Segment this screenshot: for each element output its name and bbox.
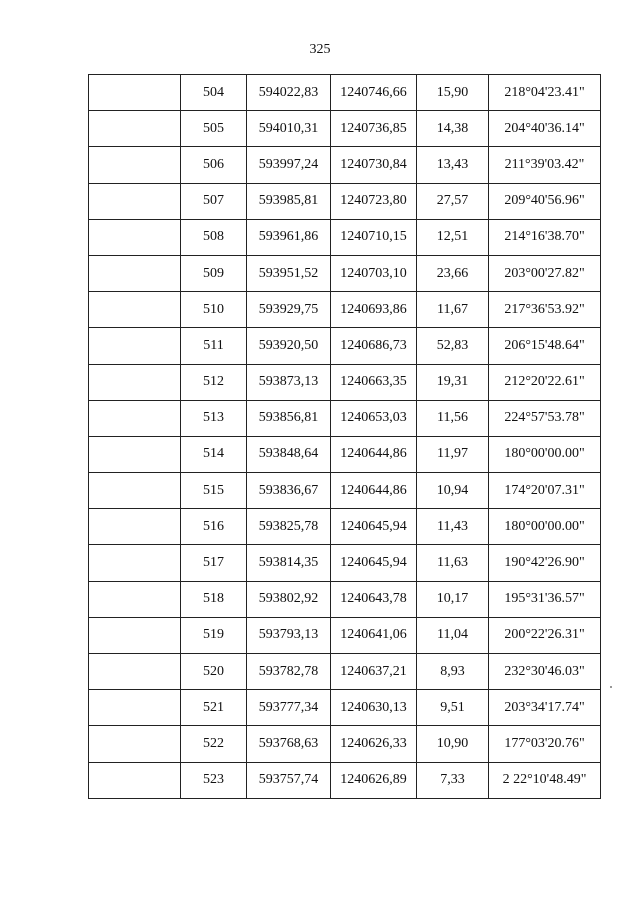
empty-cell: [89, 75, 181, 111]
y-coordinate-cell: 1240630,13: [331, 690, 417, 726]
x-coordinate-cell: 593768,63: [247, 726, 331, 762]
y-coordinate-cell: 1240641,06: [331, 617, 417, 653]
y-coordinate-cell: 1240643,78: [331, 581, 417, 617]
table-row: [89, 509, 601, 545]
distance-cell: 12,51: [417, 219, 489, 255]
table-row: [89, 400, 601, 436]
x-coordinate-cell: 593920,50: [247, 328, 331, 364]
table-row: [89, 762, 601, 798]
x-coordinate-cell: 594010,31: [247, 111, 331, 147]
x-coordinate-cell: 593873,13: [247, 364, 331, 400]
point-number-cell: 506: [181, 147, 247, 183]
point-number-cell: 516: [181, 509, 247, 545]
y-coordinate-cell: 1240644,86: [331, 436, 417, 472]
bearing-angle-cell: 224°57'53.78": [489, 400, 601, 436]
y-coordinate-cell: 1240626,33: [331, 726, 417, 762]
point-number-cell: 513: [181, 400, 247, 436]
x-coordinate-cell: 593997,24: [247, 147, 331, 183]
x-coordinate-cell: 593951,52: [247, 255, 331, 291]
y-coordinate-cell: 1240693,86: [331, 292, 417, 328]
point-number-cell: 508: [181, 219, 247, 255]
empty-cell: [89, 147, 181, 183]
x-coordinate-cell: 593782,78: [247, 654, 331, 690]
bearing-angle-cell: 2 22°10'48.49": [489, 762, 601, 798]
bearing-angle-cell: 190°42'26.90": [489, 545, 601, 581]
empty-cell: [89, 654, 181, 690]
distance-cell: 9,51: [417, 690, 489, 726]
empty-cell: [89, 545, 181, 581]
point-number-cell: 517: [181, 545, 247, 581]
y-coordinate-cell: 1240730,84: [331, 147, 417, 183]
table-row: [89, 111, 601, 147]
bearing-angle-cell: 217°36'53.92": [489, 292, 601, 328]
bearing-angle-cell: 206°15'48.64": [489, 328, 601, 364]
point-number-cell: 523: [181, 762, 247, 798]
point-number-cell: 505: [181, 111, 247, 147]
distance-cell: 23,66: [417, 255, 489, 291]
empty-cell: [89, 473, 181, 509]
x-coordinate-cell: 593929,75: [247, 292, 331, 328]
point-number-cell: 522: [181, 726, 247, 762]
point-number-cell: 509: [181, 255, 247, 291]
distance-cell: 27,57: [417, 183, 489, 219]
point-number-cell: 514: [181, 436, 247, 472]
bearing-angle-cell: 174°20'07.31": [489, 473, 601, 509]
distance-cell: 14,38: [417, 111, 489, 147]
bearing-angle-cell: 218°04'23.41": [489, 75, 601, 111]
margin-dot: [610, 686, 612, 688]
empty-cell: [89, 255, 181, 291]
x-coordinate-cell: 593757,74: [247, 762, 331, 798]
point-number-cell: 518: [181, 581, 247, 617]
distance-cell: 19,31: [417, 364, 489, 400]
distance-cell: 52,83: [417, 328, 489, 364]
y-coordinate-cell: 1240686,73: [331, 328, 417, 364]
distance-cell: 11,04: [417, 617, 489, 653]
distance-cell: 7,33: [417, 762, 489, 798]
x-coordinate-cell: 593777,34: [247, 690, 331, 726]
y-coordinate-cell: 1240703,10: [331, 255, 417, 291]
table-row: [89, 328, 601, 364]
x-coordinate-cell: 593802,92: [247, 581, 331, 617]
y-coordinate-cell: 1240736,85: [331, 111, 417, 147]
x-coordinate-cell: 593985,81: [247, 183, 331, 219]
bearing-angle-cell: 203°00'27.82": [489, 255, 601, 291]
x-coordinate-cell: 593961,86: [247, 219, 331, 255]
distance-cell: 11,97: [417, 436, 489, 472]
bearing-angle-cell: 180°00'00.00": [489, 436, 601, 472]
table-row: [89, 654, 601, 690]
table-row: [89, 545, 601, 581]
point-number-cell: 520: [181, 654, 247, 690]
point-number-cell: 519: [181, 617, 247, 653]
empty-cell: [89, 581, 181, 617]
empty-cell: [89, 617, 181, 653]
point-number-cell: 510: [181, 292, 247, 328]
table-row: [89, 581, 601, 617]
empty-cell: [89, 292, 181, 328]
empty-cell: [89, 690, 181, 726]
table-row: [89, 183, 601, 219]
distance-cell: 13,43: [417, 147, 489, 183]
distance-cell: 11,56: [417, 400, 489, 436]
x-coordinate-cell: 593814,35: [247, 545, 331, 581]
point-number-cell: 521: [181, 690, 247, 726]
table-row: [89, 75, 601, 111]
y-coordinate-cell: 1240644,86: [331, 473, 417, 509]
bearing-angle-cell: 232°30'46.03": [489, 654, 601, 690]
table-row: [89, 726, 601, 762]
point-number-cell: 504: [181, 75, 247, 111]
bearing-angle-cell: 177°03'20.76": [489, 726, 601, 762]
distance-cell: 15,90: [417, 75, 489, 111]
bearing-angle-cell: 195°31'36.57": [489, 581, 601, 617]
x-coordinate-cell: 593836,67: [247, 473, 331, 509]
y-coordinate-cell: 1240723,80: [331, 183, 417, 219]
empty-cell: [89, 219, 181, 255]
distance-cell: 11,43: [417, 509, 489, 545]
empty-cell: [89, 111, 181, 147]
x-coordinate-cell: 593848,64: [247, 436, 331, 472]
empty-cell: [89, 726, 181, 762]
point-number-cell: 507: [181, 183, 247, 219]
coordinates-table: [88, 74, 601, 799]
table-row: [89, 255, 601, 291]
bearing-angle-cell: 200°22'26.31": [489, 617, 601, 653]
x-coordinate-cell: 593825,78: [247, 509, 331, 545]
x-coordinate-cell: 594022,83: [247, 75, 331, 111]
empty-cell: [89, 509, 181, 545]
distance-cell: 10,94: [417, 473, 489, 509]
empty-cell: [89, 183, 181, 219]
y-coordinate-cell: 1240637,21: [331, 654, 417, 690]
bearing-angle-cell: 203°34'17.74": [489, 690, 601, 726]
empty-cell: [89, 364, 181, 400]
empty-cell: [89, 400, 181, 436]
bearing-angle-cell: 209°40'56.96": [489, 183, 601, 219]
point-number-cell: 511: [181, 328, 247, 364]
table-row: [89, 147, 601, 183]
distance-cell: 8,93: [417, 654, 489, 690]
point-number-cell: 512: [181, 364, 247, 400]
table-row: [89, 219, 601, 255]
table-row: [89, 292, 601, 328]
x-coordinate-cell: 593793,13: [247, 617, 331, 653]
bearing-angle-cell: 212°20'22.61": [489, 364, 601, 400]
y-coordinate-cell: 1240645,94: [331, 509, 417, 545]
bearing-angle-cell: 204°40'36.14": [489, 111, 601, 147]
page-number: 325: [309, 42, 331, 57]
y-coordinate-cell: 1240626,89: [331, 762, 417, 798]
y-coordinate-cell: 1240645,94: [331, 545, 417, 581]
bearing-angle-cell: 211°39'03.42": [489, 147, 601, 183]
table-row: [89, 436, 601, 472]
bearing-angle-cell: 180°00'00.00": [489, 509, 601, 545]
coordinates-table-body: [89, 75, 601, 799]
y-coordinate-cell: 1240746,66: [331, 75, 417, 111]
distance-cell: 10,17: [417, 581, 489, 617]
distance-cell: 11,67: [417, 292, 489, 328]
distance-cell: 11,63: [417, 545, 489, 581]
empty-cell: [89, 328, 181, 364]
y-coordinate-cell: 1240663,35: [331, 364, 417, 400]
table-row: [89, 473, 601, 509]
empty-cell: [89, 436, 181, 472]
empty-cell: [89, 762, 181, 798]
x-coordinate-cell: 593856,81: [247, 400, 331, 436]
table-row: [89, 690, 601, 726]
point-number-cell: 515: [181, 473, 247, 509]
table-row: [89, 617, 601, 653]
bearing-angle-cell: 214°16'38.70": [489, 219, 601, 255]
distance-cell: 10,90: [417, 726, 489, 762]
y-coordinate-cell: 1240653,03: [331, 400, 417, 436]
y-coordinate-cell: 1240710,15: [331, 219, 417, 255]
table-row: [89, 364, 601, 400]
